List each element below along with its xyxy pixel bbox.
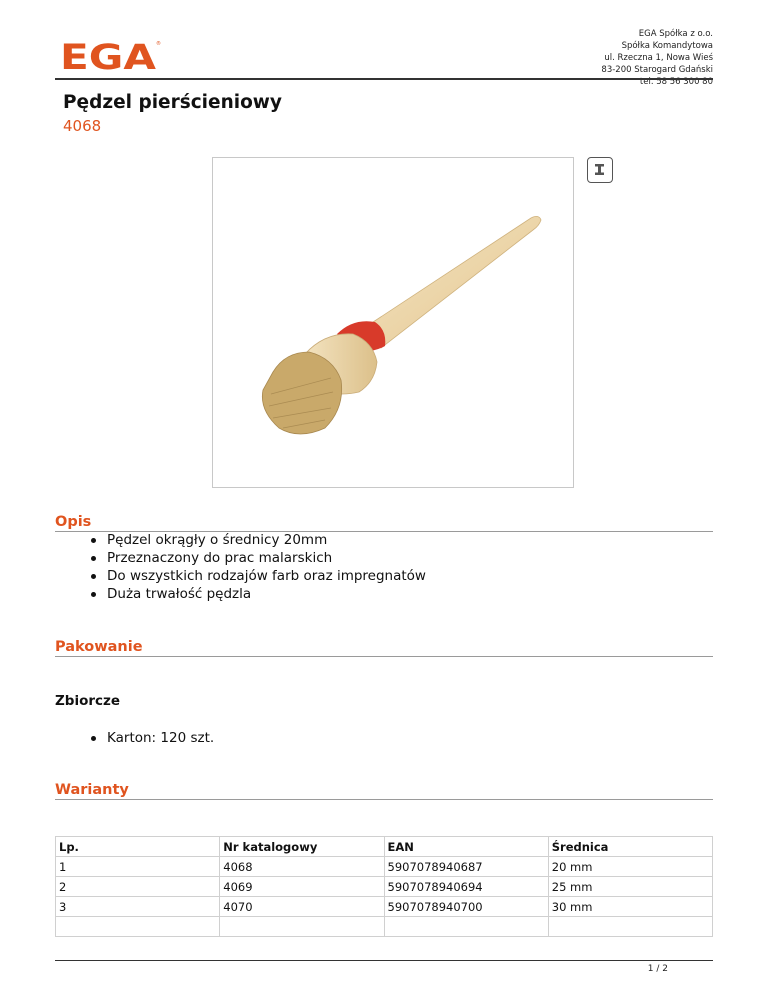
list-item: Duża trwałość pędzla xyxy=(90,585,426,603)
footer-divider xyxy=(55,960,713,961)
table-cell: 25 mm xyxy=(548,877,712,897)
table-cell: 3 xyxy=(56,897,220,917)
table-cell: 4068 xyxy=(220,857,384,877)
column-header: Lp. xyxy=(56,837,220,857)
product-title: Pędzel pierścieniowy xyxy=(63,92,282,113)
list-item: Pędzel okrągły o średnicy 20mm xyxy=(90,531,426,549)
round-paint-brush-image xyxy=(213,158,573,487)
table-header-row xyxy=(56,837,713,857)
subheading-zbiorcze: Zbiorcze xyxy=(55,693,121,709)
i-beam-icon xyxy=(587,157,613,183)
list-item: Przeznaczony do prac malarskich xyxy=(90,549,426,567)
table-cell xyxy=(384,917,548,937)
svg-text:EGA: EGA xyxy=(60,38,156,78)
column-header: Nr katalogowy xyxy=(220,837,384,857)
section-heading-pakowanie: Pakowanie xyxy=(55,639,713,657)
list-item: Do wszystkich rodzajów farb oraz impregnatów xyxy=(90,567,426,585)
company-line: Spółka Komandytowa xyxy=(621,41,713,51)
table-row xyxy=(56,857,713,877)
column-header: EAN xyxy=(384,837,548,857)
table-cell: 5907078940700 xyxy=(384,897,548,917)
page-number: 1 / 2 xyxy=(647,964,668,974)
column-header: Średnica xyxy=(548,837,712,857)
table-cell xyxy=(220,917,384,937)
table-row xyxy=(56,897,713,917)
table-cell: 5907078940694 xyxy=(384,877,548,897)
variants-table xyxy=(55,836,713,937)
company-line: ul. Rzeczna 1, Nowa Wieś xyxy=(604,53,713,63)
table-row xyxy=(56,877,713,897)
product-code: 4068 xyxy=(63,117,102,135)
ega-logo xyxy=(60,38,161,78)
table-cell: 1 xyxy=(56,857,220,877)
company-line: 83-200 Starogard Gdański xyxy=(601,65,713,75)
table-cell: 2 xyxy=(56,877,220,897)
header-divider xyxy=(55,78,713,80)
table-cell xyxy=(548,917,712,937)
list-item: Karton: 120 szt. xyxy=(90,729,214,747)
table-row-empty xyxy=(56,917,713,937)
table-cell: 20 mm xyxy=(548,857,712,877)
table-cell: 4069 xyxy=(220,877,384,897)
opis-list xyxy=(90,531,426,603)
pakowanie-list xyxy=(90,729,214,747)
svg-text:®: ® xyxy=(156,41,161,47)
section-heading-opis: Opis xyxy=(55,514,713,532)
section-heading-warianty: Warianty xyxy=(55,782,713,800)
product-image-frame xyxy=(212,157,574,488)
table-cell: 4070 xyxy=(220,897,384,917)
table-cell: 30 mm xyxy=(548,897,712,917)
table-cell: 5907078940687 xyxy=(384,857,548,877)
company-line: EGA Spółka z o.o. xyxy=(638,29,713,39)
table-cell xyxy=(56,917,220,937)
company-line: tel. 58 56 300 80 xyxy=(639,77,713,87)
